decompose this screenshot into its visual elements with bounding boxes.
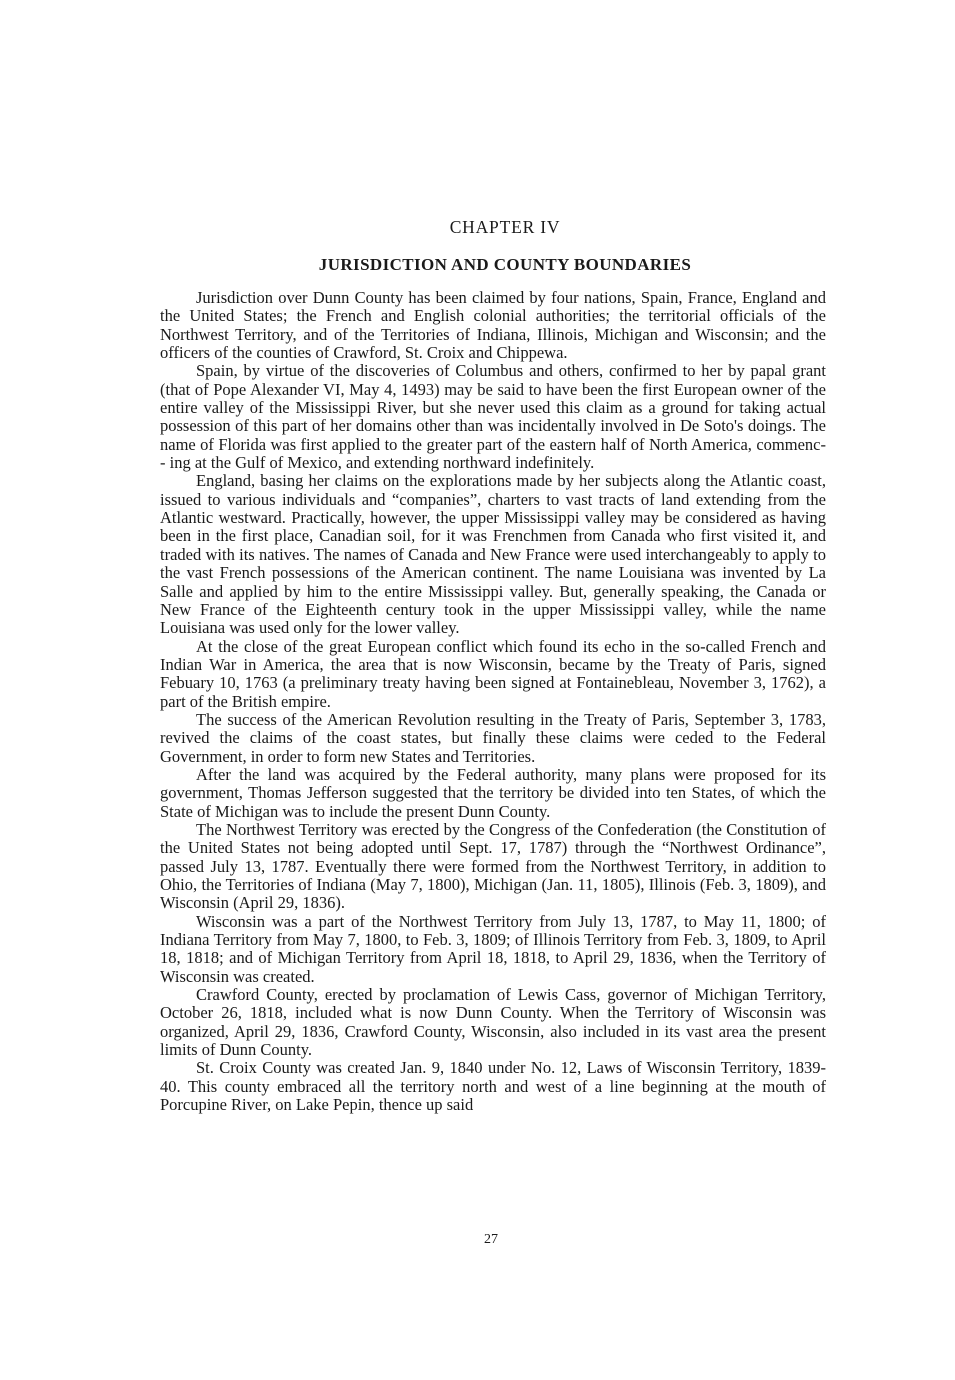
paragraph-wisconsin-history: Wisconsin was a part of the Northwest Territory from July 13, 1787, to May 11, 1800; of Indiana Territory from May 7, 1800, to Feb. 3, 1809; of Illinois Territory from Feb. 3, 1809, to April 18, 1818; and of Michigan Territory from April 18, 1818, to April 29, 1836, when the Territory of Wisconsin was created. (160, 911, 826, 986)
body-text (160, 289, 826, 1114)
paragraph-st-croix-county: St. Croix County was created Jan. 9, 1840 under No. 12, Laws of Wisconsin Territory, 1839-40. This county embraced all the territory north and west of a line beginning at the mouth of Porcupine River, on Lake Pepin, thence up said (160, 1058, 826, 1115)
paragraph-northwest-territory: The Northwest Territory was erected by the Congress of the Confederation (the Constitution of the United States not being adopted until Sept. 17, 1787) through the “Northwest Ordinance”, passed July 13, 1787. Eventually there were formed from the Northwest Territory, in addition to Ohio, the Territories of Indiana (May 7, 1800), Michigan (Jan. 11, 1805), Illinois (Feb. 3, 1809), and Wisconsin (April 29, 1836). (160, 819, 826, 913)
chapter-title: JURISDICTION AND COUNTY BOUNDARIES (318, 255, 692, 274)
paragraph-spain: Spain, by virtue of the discoveries of Columbus and others, confirmed to her by papal grant (that of Pope Alexander VI, May 4, 1493) may be said to have been the first European owner of the entire valley of the Mississippi River, but she never used this claim as a ground for taking actual possession of this part of her domains other than was incidentally involved in De Soto's doings. The name of Florida was first applied to the greater part of the eastern half of North America, commenc-- ing at the Gulf of Mexico, and extending northward indefinitely. (160, 361, 826, 473)
paragraph-crawford-county: Crawford County, erected by proclamation of Lewis Cass, governor of Michigan Territory, October 26, 1818, included what is now Dunn County. When the Territory of Wisconsin was organized, April 29, 1836, Crawford County, Wisconsin, also included in its vast area the present limits of Dunn County. (160, 985, 826, 1060)
paragraph-treaty-1763: At the close of the great European conflict which found its echo in the so-called French and Indian War in America, the area that is now Wisconsin, became by the Treaty of Paris, signed Febuary 10, 1763 (a preliminary treaty having been signed at Fontainebleau, November 3, 1762), a part of the British empire. (160, 636, 826, 711)
paragraph-federal-authority: After the land was acquired by the Federal authority, many plans were proposed for its government, Thomas Jefferson suggested that the territory be divided into ten States, of which the State of Michigan was to include the present Dunn County. (160, 764, 826, 821)
page-number: 27 (484, 1232, 498, 1247)
paragraph-jurisdiction: Jurisdiction over Dunn County has been claimed by four nations, Spain, France, England and the United States; the French and English colonial authorities; the territorial officials of the Northwest Territory, and of the Territories of Indiana, Illinois, Michigan and Wisconsin; and the officers of the counties of Crawford, St. Croix and Chippewa. (160, 288, 826, 363)
paragraph-revolution: The success of the American Revolution resulting in the Treaty of Paris, September 3, 1783, revived the claims of the coast states, but finally these claims were ceded to the Federal Government, in order to form new States and Territories. (160, 709, 826, 766)
paragraph-england: England, basing her claims on the explorations made by her subjects along the Atlantic coast, issued to various individuals and “companies”, charters to vast tracts of land extending from the Atlantic westward. Practically, however, the upper Mississippi valley may be considered as having been in the first place, Canadian soil, for it was Frenchmen from Canada who first visited it, and traded with its natives. The names of Canada and New France were used interchangeably to apply to the vast French possessions of the American continent. The name Louisiana was invented by La Salle and applied by him to the entire Mississippi valley. But, generally speaking, the Canada or New France of the Eighteenth century took in the upper Mississippi valley, while the name Louisiana was used only for the lower valley. (160, 471, 826, 638)
chapter-label: CHAPTER IV (449, 217, 561, 237)
